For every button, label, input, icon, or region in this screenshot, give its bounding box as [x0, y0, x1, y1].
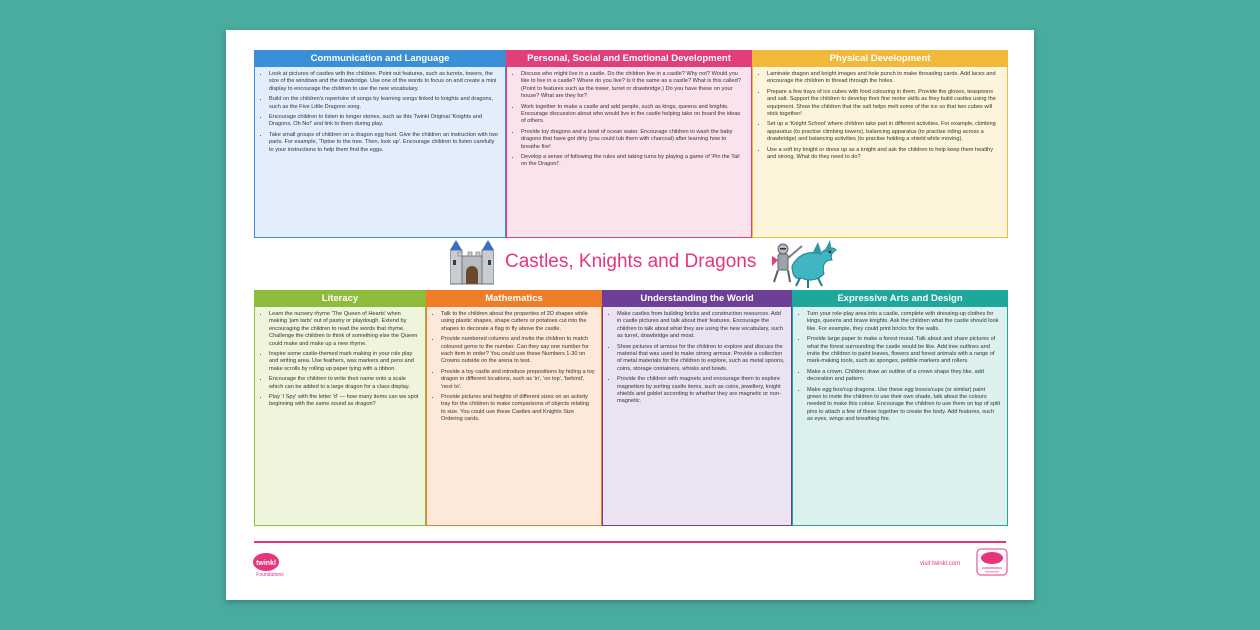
logo-subtext: Foundations: [256, 572, 284, 578]
list-item: • Encourage children to listen to longer stories, such as this Twinkl Original 'Knights and Dragons, Oh No!' and link to them during play.: [269, 114, 499, 129]
list-item: • Provide pictures and heights of different sizes on an activity tray for the children to make comparisons of objects relating to size. You could use these Castles and Knights Size Ordering cards.: [441, 394, 595, 424]
panel-communication-language: [254, 50, 506, 238]
list-item: • Look at pictures of castles with the children. Point out features, such as turrets, towers, the size of the windows and the drawbridge. Use one of the words to focus on and create a mini display to encourage the children to use the new vocabulary.: [269, 71, 499, 93]
panel-physical-development: [752, 50, 1008, 238]
list-item: • Show pictures of armour for the children to explore and discuss the material that was used to make strong armour. Provide a collection of metal materials for the children to explore, such as metal spoons, coins, storage containers, whisks and bowls.: [617, 344, 785, 374]
page-title: Castles, Knights and Dragons: [505, 251, 757, 272]
panel-header: Physical Development: [753, 51, 1007, 67]
panel-expressive-arts: [792, 290, 1008, 526]
twinkl-logo: [252, 552, 288, 578]
panel-psed: [506, 50, 752, 238]
list-item: • Make a crown. Children draw an outline of a crown shape they like, add decoration and pattern.: [807, 369, 1001, 384]
list-item: • Laminate dragon and knight images and hole punch to make threading cards. Add laces and encourage the children to thread through the holes.: [767, 71, 1001, 86]
list-item: • Use a soft toy knight or dress up as a knight and ask the children to help keep them healthy and strong. What do they need to do?: [767, 147, 1001, 162]
panel-header: Communication and Language: [255, 51, 505, 67]
list-item: • Discuss who might live in a castle. Do the children live in a castle? Why not? Would you like to live in a castle? Where do you live? Is it the same as a castle? What is this called? (Point to features such as the tower, turret or drawbridge.) Do you have these on your house? What are they for?: [521, 71, 745, 101]
list-item: • Provide the children with magnets and encourage them to explore magnetism by sorting castle items, such as coins, jewellery, knight shields and goblet according to whether they are magnetic or non-magnetic.: [617, 376, 785, 406]
list-item: • Learn the nursery rhyme 'The Queen of Hearts' when making 'jam tarts' out of pastry or playdough. Extend by encouraging the children to read the words that rhyme. Challenge the children to think of something else the Queen could make and make up a new rhyme.: [269, 311, 419, 348]
panel-header: Expressive Arts and Design: [793, 291, 1007, 307]
list-item: • Make egg box/cup dragons. Use these egg boxes/cups (or similar) paint green to invite the children to use their own shade, talk about the colours needed to make this colour. Encourage the children to use them on top of split pins to attach a few of these together to create the body. Add features, such as eyes, wings and breathing fire.: [807, 387, 1001, 424]
panel-mathematics: [426, 290, 602, 526]
footer-divider: [254, 541, 1006, 543]
panel-header: Literacy: [255, 291, 425, 307]
logo-text: twinkl: [256, 560, 276, 567]
list-item: • Turn your role-play area into a castle, complete with dressing-up clothes for kings, queens and brave knights. Ask the children what the castle should look like. For example, they could print bricks for the walls.: [807, 311, 1001, 333]
list-item: • Provide numbered columns and invite the children to match coloured gems to the number. Can they say one number for each item in order? You could use these Numbers 1-30 on Crowns outside on the arena to test.: [441, 336, 595, 366]
panel-header: Mathematics: [427, 291, 601, 307]
list-item: • Provide large paper to make a forest mural. Talk about and share pictures of what the forest surrounding the castle would be like. Add tree outlines and invite the children to paint leaves, flowers and forest animals with a range of mark-making tools, such as sponges, pebble markers and rollers.: [807, 336, 1001, 366]
panel-header: Understanding the World: [603, 291, 791, 307]
list-item: • Develop a sense of following the rules and taking turns by playing a game of 'Pin the Tail on the Dragon!'.: [521, 154, 745, 169]
list-item: • Encourage the children to write their name onto a scale which can be added to a large dragon for a class display.: [269, 376, 419, 391]
list-item: • Inspire some castle-themed mark making in your role play and writing area. Use feathers, wax markers and pens and make scrolls by rolling up paper tying with a ribbon.: [269, 351, 419, 373]
castle-icon: [450, 240, 494, 286]
twinkl-badge-logo: [976, 548, 1008, 576]
panel-literacy: [254, 290, 426, 526]
list-item: • Build on the children's repertoire of songs by learning songs linked to knights and dragons, such as the Five Little Dragons song.: [269, 96, 499, 111]
list-item: • Work together to make a castle and add people, such as kings, queens and knights. Encourage discussion about who would live in the castle helping take on board the ideas of others.: [521, 104, 745, 126]
panel-header: Personal, Social and Emotional Development: [507, 51, 751, 67]
list-item: • Provide a toy castle and introduce prepositions by hiding a toy dragon in different locations, such as 'in', 'on top', 'behind', 'next to'.: [441, 369, 595, 391]
knight-dragon-icon: [762, 236, 838, 288]
list-item: • Make castles from building bricks and construction resources. Add in castle pictures and talk about their features. Encourage the children to talk about what they are using the new vocabulary, such as turret, drawbridge and moat.: [617, 311, 785, 341]
list-item: • Play 'I Spy' with the letter 'd' — how many items can we spot beginning with the same sound as dragon?: [269, 394, 419, 409]
footer-url[interactable]: visit twinkl.com: [920, 561, 961, 567]
list-item: • Talk to the children about the properties of 2D shapes while using plastic shapes, shape cutters or potatoes cut into the shapes to decorate a flag to fly above the castle.: [441, 311, 595, 333]
list-item: • Take small groups of children on a dragon egg hunt. Give the children an instruction with two parts. For example, 'Tiptoe to the tree. Then, look up'. Encourage children to listen carefully to your instructions to help them find the eggs.: [269, 132, 499, 154]
panel-understanding-world: [602, 290, 792, 526]
list-item: • Set up a 'Knight School' where children take part in different activities. For example, climbing apparatus (to practise climbing towers), balancing apparatus (to practise riding across a drawbridge) and balancing activities (to practise holding a shield while moving).: [767, 121, 1001, 143]
list-item: • Prepare a few trays of ice cubes with food colouring in them. Provide the gloves, teaspoons and salt. Support the children to develop their fine motor skills as they build castles using the equipment. Show the children that the salt helps melt some of the ice so that two cubes will stick together!: [767, 89, 1001, 119]
list-item: • Provide toy dragons and a bowl of ocean water. Encourage children to wash the baby dragons that have got dirty (you could tub them with charcoal) after learning how to breathe fire!: [521, 129, 745, 151]
